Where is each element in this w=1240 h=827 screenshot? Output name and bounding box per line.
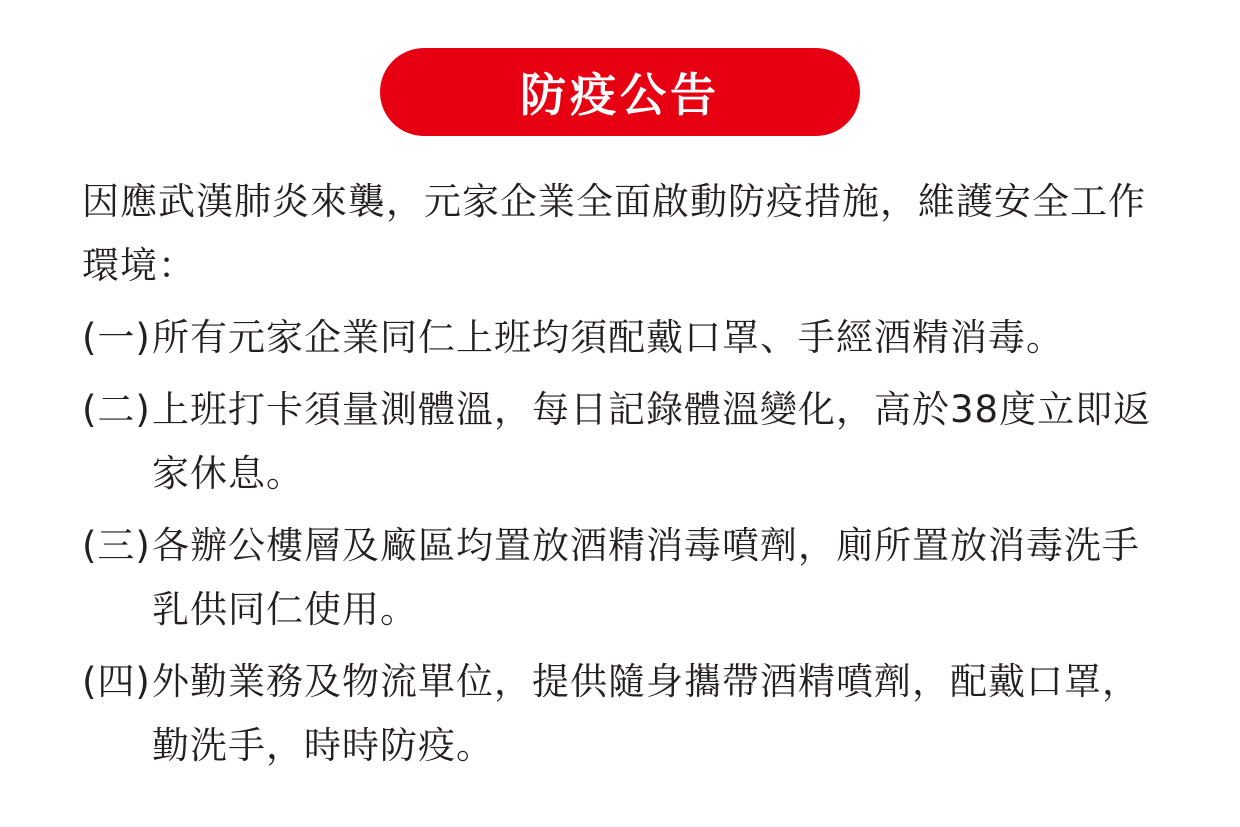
item-marker: (一)	[82, 316, 151, 359]
notice-item	[82, 378, 1172, 506]
notice-intro: 因應武漢肺炎來襲，元家企業全面啟動防疫措施，維護安全工作環境：	[82, 180, 1146, 287]
item-text: 各辦公樓層及廠區均置放酒精消毒噴劑，廁所置放消毒洗手乳供同仁使用。	[152, 524, 1140, 631]
notice-body	[82, 170, 1172, 786]
item-text: 上班打卡須量測體溫，每日記錄體溫變化，高於38度立即返家休息。	[152, 388, 1152, 495]
notice-title: 防疫公告	[380, 48, 860, 136]
item-marker: (三)	[82, 524, 151, 567]
notice-item	[82, 306, 1172, 370]
item-marker: (二)	[82, 388, 151, 431]
item-text: 所有元家企業同仁上班均須配戴口罩、手經酒精消毒。	[152, 316, 1064, 359]
item-marker: (四)	[82, 660, 151, 703]
item-text: 外勤業務及物流單位，提供隨身攜帶酒精噴劑，配戴口罩，勤洗手，時時防疫。	[152, 660, 1140, 767]
notice-item	[82, 650, 1172, 778]
notice-item	[82, 514, 1172, 642]
